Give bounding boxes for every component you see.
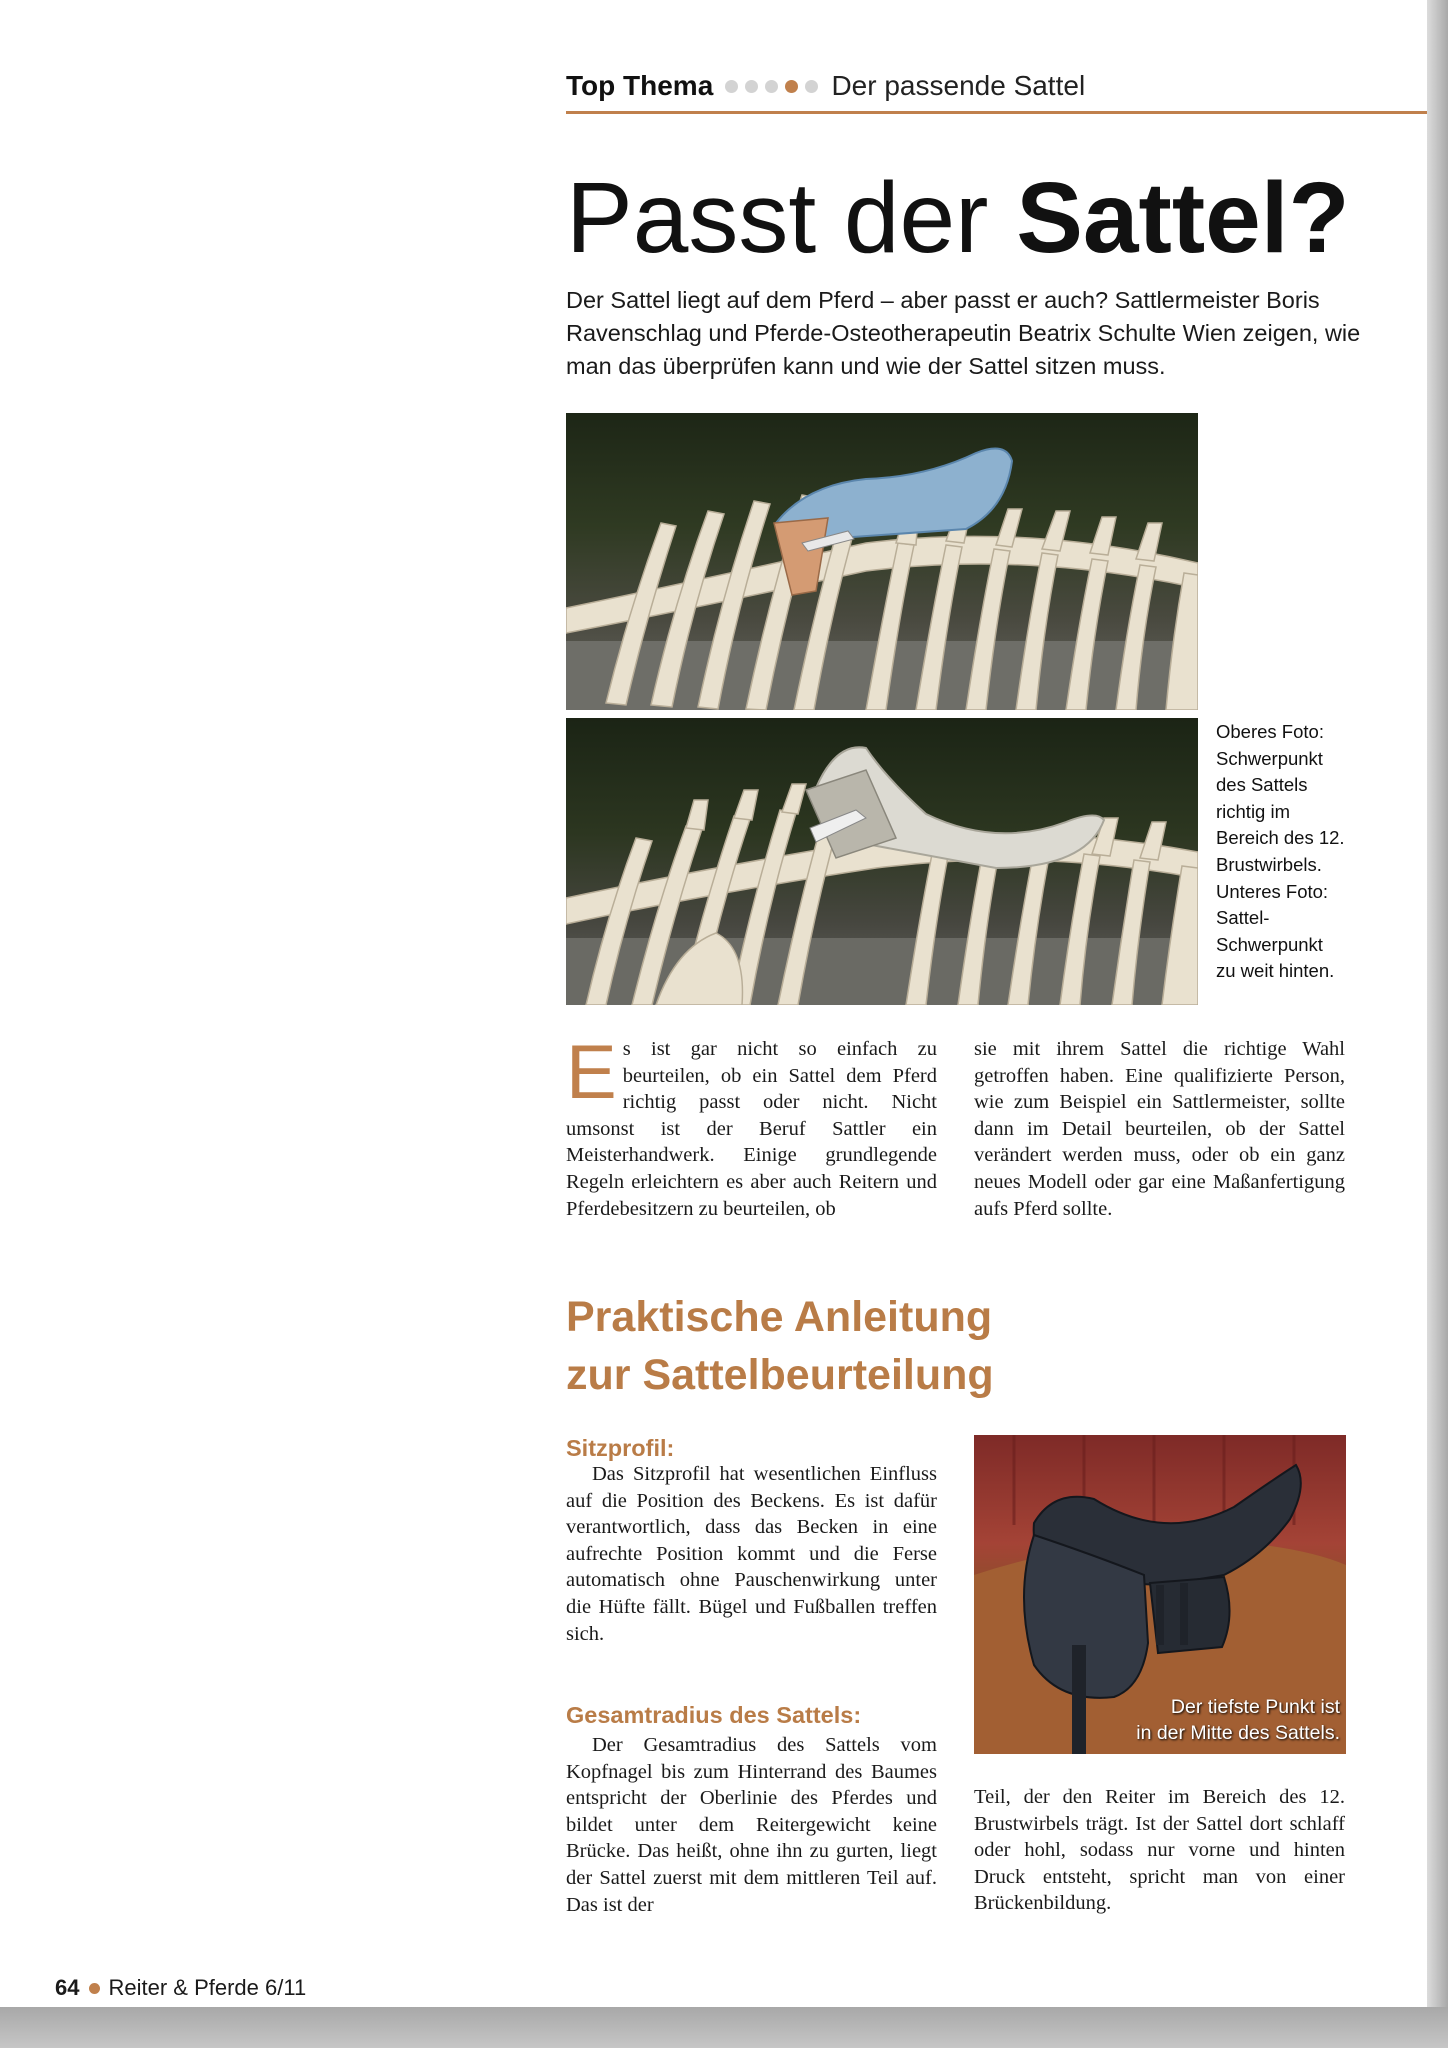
saddle-photo-caption xyxy=(1136,1694,1340,1746)
section-heading xyxy=(566,1288,994,1404)
header-progress-dots xyxy=(718,76,823,95)
saddle-photo-caption-line-1: Der tiefste Punkt ist xyxy=(1170,1696,1340,1718)
header-topic: Top Thema xyxy=(566,70,714,101)
skeleton-illustration-bottom xyxy=(566,718,1198,1005)
intro-column-1-text: s ist gar nicht so einfach zu beurteilen, ob ein Sattel dem Pferd richtig passt oder nicht. Nicht umsonst ist der Beruf Sattler ein Meisterhandwerk. Einige grundlegende Regeln erleichtern es aber auch Reitern und Pferdebesitzern zu beurteilen, ob xyxy=(566,1038,937,1220)
title-prefix: Passt der xyxy=(566,162,989,274)
page-edge-bottom xyxy=(0,2007,1448,2048)
saddle-photo-caption-line-2: in der Mitte des Sattels. xyxy=(1136,1722,1340,1744)
intro-column-1 xyxy=(566,1030,937,1222)
saddle-photo xyxy=(974,1435,1346,1754)
page-number: 64 xyxy=(55,1975,80,2000)
section-header xyxy=(566,70,1427,110)
photo-caption-side: Oberes Foto: Schwerpunkt des Sattels richtig im Bereich des 12. Brustwirbels. Unteres Foto: Sattel-Schwerpunkt zu weit hinten. xyxy=(1216,721,1345,982)
section-heading-line-1: Praktische Anleitung xyxy=(566,1293,993,1341)
skeleton-photo-bottom xyxy=(566,718,1198,1005)
magazine-issue: Reiter & Pferde 6/11 xyxy=(108,1975,307,2000)
paragraph-gesamtradius-continued: Teil, der den Reiter im Bereich des 12. Brustwirbels trägt. Ist der Sattel dort schlaff oder hohl, sodass nur vorne und hinten Druck entsteht, spricht man von einer Brückenbildung. xyxy=(974,1786,1345,1915)
footer-dot-icon xyxy=(89,1983,100,1994)
subheading-gesamtradius: Gesamtradius des Sattels: xyxy=(566,1702,862,1728)
paragraph-sitzprofil: Das Sitzprofil hat wesentlichen Einfluss auf die Position des Beckens. Es ist dafür verantwortlich, dass das Becken in eine aufrechte Position kommt und die Ferse automatisch ohne Pauschenwirkung unter die Hüfte fällt. Bügel und Fußballen treffen sich. xyxy=(566,1463,937,1645)
header-rule xyxy=(566,111,1427,114)
progress-dot xyxy=(765,80,778,93)
intro-column-2: sie mit ihrem Sattel die richtige Wahl getroffen haben. Eine qualifizierte Person, wie zum Beispiel ein Sattlermeister, sollte dann im Detail beurteilen, ob der Sattel verändert werden muss, oder ob ein ganz neues Modell oder gar eine Maßanfertigung aufs Pferd sollte. xyxy=(974,1038,1345,1220)
lead-paragraph: Der Sattel liegt auf dem Pferd – aber passt er auch? Sattlermeister Boris Ravenschlag und Pferde-Osteotherapeutin Beatrix Schulte Wien zeigen, wie man das überprüfen kann und wie der Sattel sitzen muss. xyxy=(566,287,1361,379)
progress-dot-active xyxy=(785,80,798,93)
subheading-sitzprofil: Sitzprofil: xyxy=(566,1435,675,1461)
page-edge-right xyxy=(1427,0,1448,2048)
skeleton-photo-top xyxy=(566,413,1198,710)
title-bold: Sattel? xyxy=(1016,162,1350,274)
progress-dot xyxy=(805,80,818,93)
header-subtitle: Der passende Sattel xyxy=(831,70,1086,101)
progress-dot xyxy=(725,80,738,93)
paragraph-gesamtradius: Der Gesamtradius des Sattels vom Kopfnagel bis zum Hinterrand des Baumes entspricht der Oberlinie des Pferdes und bildet unter dem Reitergewicht keine Brücke. Das heißt, ohne ihn zu gurten, liegt der Sattel zuerst mit dem mittleren Teil auf. Das ist der xyxy=(566,1734,937,1916)
skeleton-illustration-top xyxy=(566,413,1198,710)
article-title xyxy=(566,158,1350,278)
section-heading-line-2: zur Sattelbeurteilung xyxy=(566,1351,994,1399)
progress-dot xyxy=(745,80,758,93)
drop-cap: E xyxy=(566,1030,617,1115)
page-footer xyxy=(55,1975,306,2001)
